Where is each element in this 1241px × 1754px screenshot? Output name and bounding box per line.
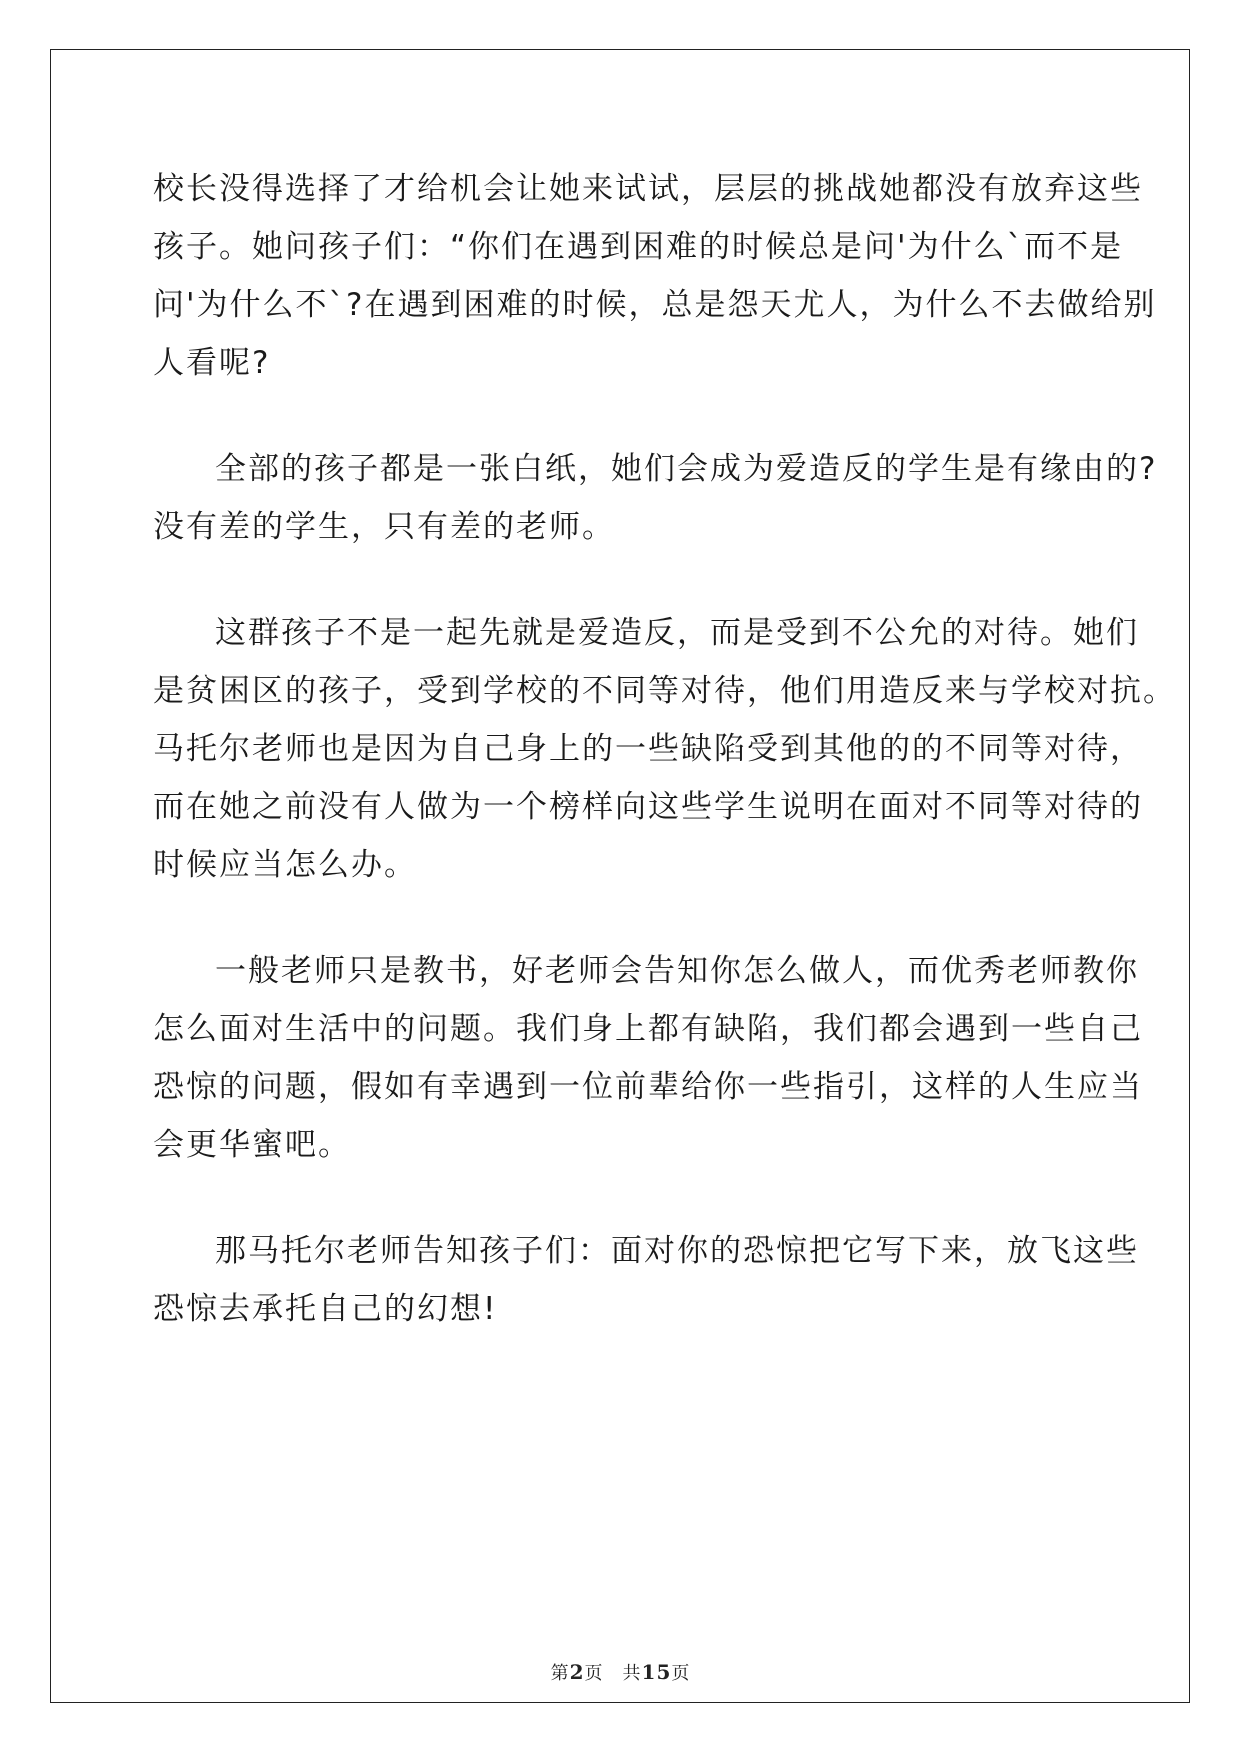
total-page-count: 15 (641, 1660, 672, 1684)
text-line: 恐惊的问题，假如有幸遇到一位前辈给你一些指引，这样的人生应当 (153, 1069, 1143, 1105)
text-line: 时候应当怎么办。 (153, 847, 417, 883)
text-line: 人看呢? (153, 345, 271, 381)
text-line: 会更华蜜吧。 (153, 1127, 351, 1163)
footer-prefix: 第 (550, 1663, 570, 1684)
text-line: 马托尔老师也是因为自己身上的一些缺陷受到其他的的不同等对待， (153, 731, 1143, 767)
paragraph (153, 440, 1158, 556)
text-line: 那马托尔老师告知孩子们：面对你的恐惊把它写下来，放飞这些 (215, 1233, 1139, 1269)
text-line: 问'为什么不`?在遇到困难的时候，总是怨天尤人，为什么不去做给别 (153, 287, 1157, 323)
text-line: 恐惊去承托自己的幻想! (153, 1291, 498, 1327)
text-line: 怎么面对生活中的问题。我们身上都有缺陷，我们都会遇到一些自己 (153, 1011, 1143, 1047)
document-body (153, 160, 1176, 1338)
text-line: 没有差的学生，只有差的老师。 (153, 509, 615, 545)
text-line: 而在她之前没有人做为一个榜样向这些学生说明在面对不同等对待的 (153, 789, 1143, 825)
text-line: 全部的孩子都是一张白纸，她们会成为爱造反的学生是有缘由的? (215, 451, 1158, 487)
footer-middle: 页 共 (584, 1663, 642, 1684)
page-footer (0, 1659, 1241, 1685)
current-page-number: 2 (569, 1660, 585, 1684)
footer-suffix: 页 (671, 1663, 691, 1684)
paragraph (153, 942, 1143, 1174)
paragraph (153, 1222, 1139, 1338)
text-line: 孩子。她问孩子们：“你们在遇到困难的时候总是问'为什么`而不是 (153, 229, 1124, 265)
paragraph (153, 604, 1176, 894)
text-line: 是贫困区的孩子，受到学校的不同等对待，他们用造反来与学校对抗。 (153, 673, 1176, 709)
text-line: 这群孩子不是一起先就是爱造反，而是受到不公允的对待。她们 (215, 615, 1139, 651)
text-line: 校长没得选择了才给机会让她来试试，层层的挑战她都没有放弃这些 (153, 171, 1143, 207)
paragraph (153, 160, 1157, 392)
text-line: 一般老师只是教书，好老师会告知你怎么做人，而优秀老师教你 (215, 953, 1139, 989)
